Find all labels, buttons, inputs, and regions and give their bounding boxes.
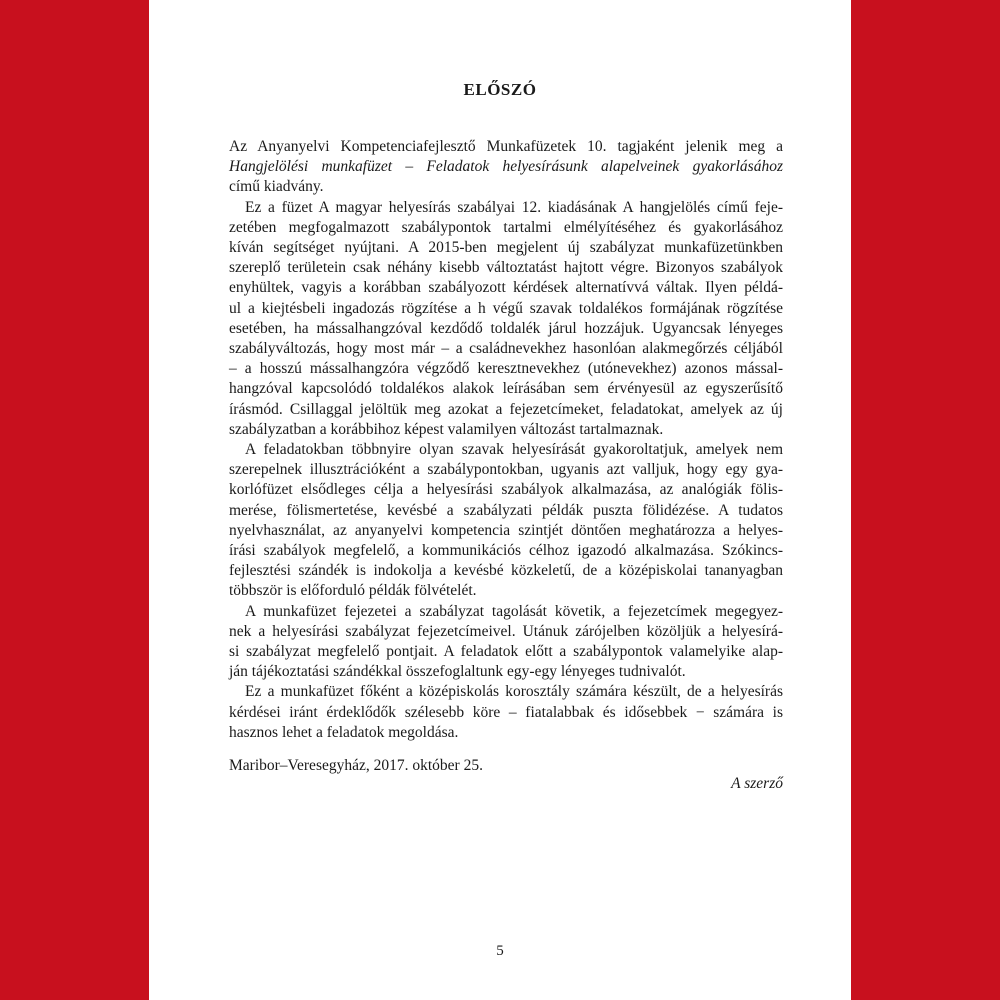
text-line: hangzóval kapcsolódó toldalékos alakok leírásában sem érvényesül az egyszerűsítő	[229, 380, 783, 398]
text-line: szereplő területein csak néhány kisebb változtatást hajtott végre. Bizonyos szabályok	[229, 259, 783, 277]
text-line: zetében megfogalmazott szabálypontok tartalmi elmélyítéséhez és gyakorlásához	[229, 218, 783, 236]
text-line: korlófüzet elsődleges célja a helyesírási szabályok alkalmazása, az analógiák fölis-	[229, 481, 783, 499]
text-line: merése, fölismertetése, kevésbé a szabályzati példák puszta fölidézése. A tudatos	[229, 501, 783, 519]
text-line: nek a helyesírási szabályzat fejezetcímeivel. Utánuk zárójelben közöljük a helyesírá-	[229, 622, 783, 640]
paragraph	[229, 137, 783, 198]
body-text	[229, 137, 783, 743]
paragraph	[229, 602, 783, 683]
page-title: ELŐSZÓ	[463, 80, 537, 99]
paragraph	[229, 682, 783, 743]
text-line: című kiadvány.	[229, 178, 324, 196]
text-line: ján tájékoztatási szándékkal összefoglaltunk egy-egy lényeges tudnivalót.	[229, 663, 686, 681]
text-line: nyelvhasználat, az anyanyelvi kompetencia szintjét döntően meghatározza a helyes-	[229, 521, 783, 539]
text-line: Ez a munkafüzet főként a középiskolás korosztály számára készült, de a helyesírás	[245, 683, 783, 701]
text-line: szabályzatban a korábbihoz képest valamilyen változást tartalmaznak.	[229, 420, 664, 438]
text-line: szabályváltozás, hogy most már – a családnevekhez hasonlóan alakmegőrzés céljából	[229, 340, 783, 358]
text-line: többször is előforduló példák fölvételét.	[229, 582, 477, 600]
text-line: A feladatokban többnyire olyan szavak helyesírását gyakoroltatjuk, amelyek nem	[245, 441, 783, 459]
paragraph	[229, 440, 783, 602]
text-line: – a hosszú mássalhangzóra végződő keresztnevekhez (utónevekhez) azonos mással-	[229, 360, 783, 378]
text-line: hasznos lehet a feladatok megoldása.	[229, 723, 459, 741]
text-line: si szabályzat megfelelő pontjait. A feladatok előtt a szabálypontok valamelyike alap-	[229, 643, 783, 661]
text-line: A munkafüzet fejezetei a szabályzat tagolását követik, a fejezetcímek megegyez-	[245, 602, 783, 620]
page-number: 5	[496, 943, 504, 959]
document-page	[149, 0, 851, 1000]
place-and-date: Maribor–Veresegyház, 2017. október 25.	[229, 757, 483, 774]
text-line: kíván segítséget nyújtani. A 2015-ben megjelent új szabályzat munkafüzetünkben	[229, 239, 783, 257]
text-line-italic: Hangjelölési munkafüzet – Feladatok helyesírásunk alapelveinek gyakorlásához	[229, 158, 783, 176]
text-line: írásmód. Csillaggal jelöltük meg azokat a fejezetcímeket, feladatokat, amelyek az új	[229, 400, 783, 418]
text-line: szerepelnek illusztrációként a szabálypontokban, ugyanis azt valljuk, hogy egy gya-	[229, 461, 783, 479]
author-signature: A szerző	[731, 775, 783, 792]
text-line: kérdései iránt érdeklődők szélesebb köre – fiatalabbak és idősebbek − számára is	[229, 703, 783, 721]
text-line: enyhültek, vagyis a korábban szabályozott kérdések alternatívvá váltak. Ilyen példá-	[229, 279, 783, 297]
text-line: Az Anyanyelvi Kompetenciafejlesztő Munkafüzetek 10. tagjaként jelenik meg a	[229, 138, 783, 155]
text-line: esetében, ha mássalhangzóval kezdődő toldalék járul hozzájuk. Ugyancsak lényeges	[229, 319, 783, 337]
text-line: fejlesztési szándék is indokolja a kevésbé közkeletű, de a középiskolai tananyagban	[229, 562, 783, 580]
text-line: Ez a füzet A magyar helyesírás szabályai 12. kiadásának A hangjelölés című feje-	[245, 198, 783, 216]
paragraph	[229, 198, 783, 440]
text-line: ul a kiejtésbeli ingadozás rögzítése a h végű szavak toldalékos formájának rögzítése	[229, 299, 783, 317]
text-line: írási szabályok megfelelő, a kommunikációs célhoz igazodó alkalmazása. Szókincs-	[229, 542, 783, 560]
